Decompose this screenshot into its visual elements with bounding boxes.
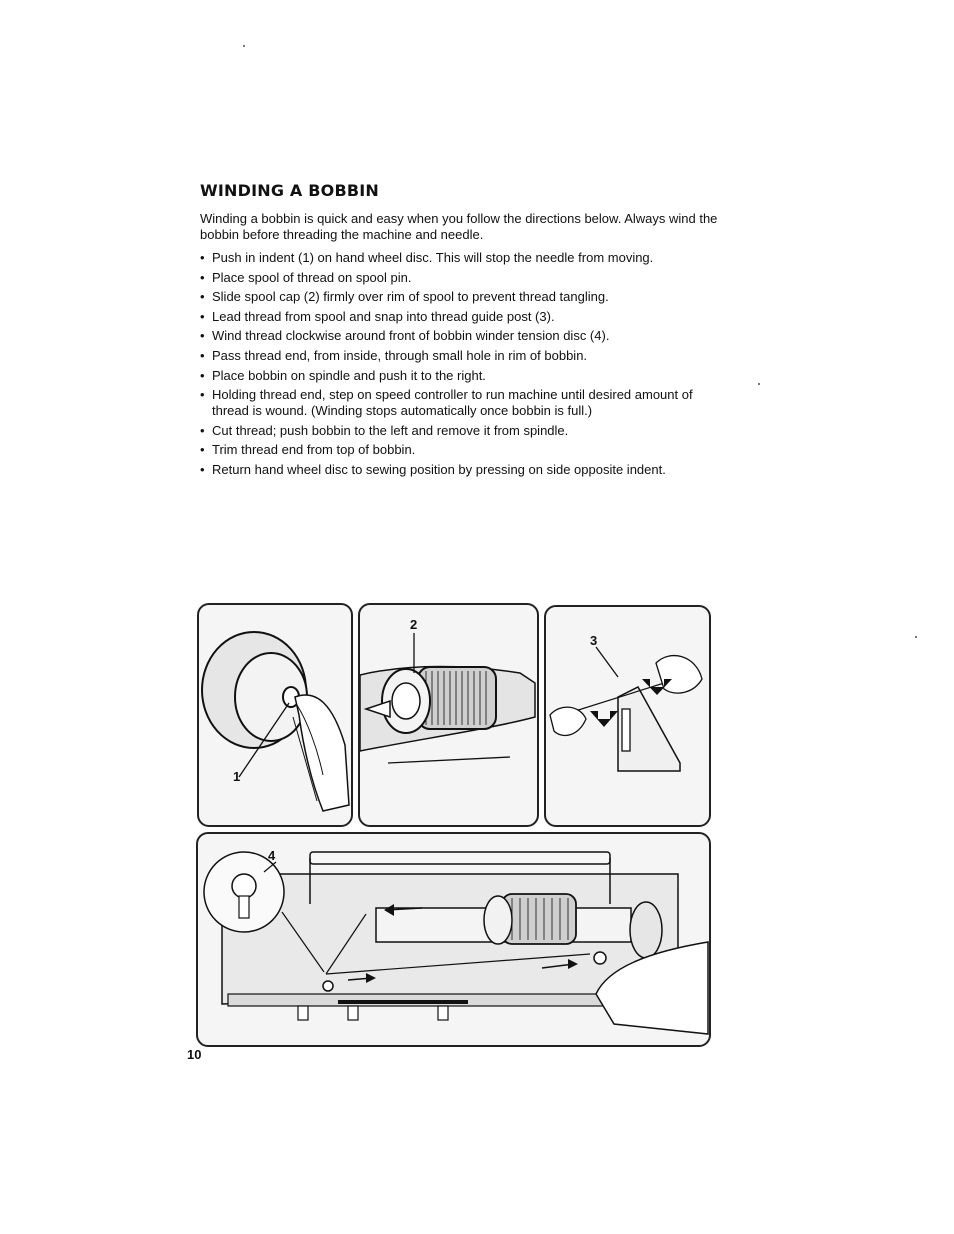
page-number: 10 — [187, 1047, 202, 1062]
list-item: • Place bobbin on spindle and push it to the right. — [200, 368, 720, 384]
intro-paragraph: Winding a bobbin is quick and easy when you follow the directions below. Always wind the bobbin before threading the machine and needle. — [200, 211, 718, 242]
thread-guide-illustration — [546, 607, 709, 825]
instruction-list — [200, 250, 720, 482]
figure-bobbin-winder — [196, 832, 711, 1047]
list-item: • Push in indent (1) on hand wheel disc. This will stop the needle from moving. — [200, 250, 720, 266]
figure-thread-guide — [544, 605, 711, 827]
hand-wheel-illustration — [199, 605, 351, 825]
figure-hand-wheel — [197, 603, 353, 827]
scan-speck — [243, 45, 245, 47]
label-thread-guide: 3 — [590, 633, 598, 648]
list-item: • Place spool of thread on spool pin. — [200, 270, 720, 286]
figure-spool-cap — [358, 603, 539, 827]
bobbin-winder-illustration — [198, 834, 709, 1045]
label-indent: 1 — [233, 769, 241, 784]
label-tension-disc: 4 — [268, 848, 276, 863]
section-title: WINDING A BOBBIN — [200, 181, 380, 200]
list-item: • Holding thread end, step on speed controller to run machine until desired amount of thread is wound. (Winding stops automatically once bobbin is full.) — [200, 387, 720, 419]
list-item: • Trim thread end from top of bobbin. — [200, 442, 720, 458]
list-item: • Wind thread clockwise around front of bobbin winder tension disc (4). — [200, 328, 720, 344]
label-spool-cap: 2 — [410, 617, 418, 632]
list-item: • Return hand wheel disc to sewing position by pressing on side opposite indent. — [200, 462, 720, 478]
scan-speck — [758, 383, 760, 385]
spool-cap-illustration — [360, 605, 537, 825]
list-item: • Pass thread end, from inside, through small hole in rim of bobbin. — [200, 348, 720, 364]
list-item: • Lead thread from spool and snap into thread guide post (3). — [200, 309, 720, 325]
list-item: • Cut thread; push bobbin to the left and remove it from spindle. — [200, 423, 720, 439]
scan-speck — [915, 636, 917, 638]
list-item: • Slide spool cap (2) firmly over rim of spool to prevent thread tangling. — [200, 289, 720, 305]
